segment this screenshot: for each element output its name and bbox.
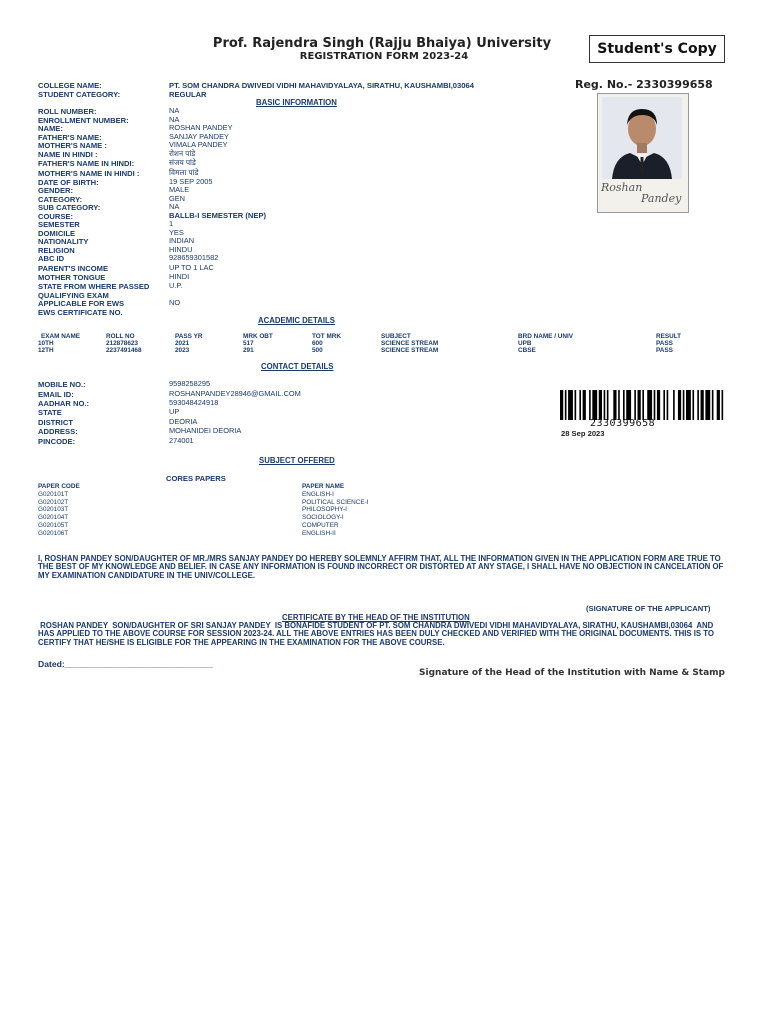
academic-cell: 600 [312,340,323,347]
students-copy-label: Student's Copy [589,35,725,63]
barcode-bar [638,390,641,420]
paper-code: G020101T [38,491,69,498]
paper-name: PHILOSOPHY-I [302,506,347,513]
barcode-bar [722,390,724,420]
barcode-bar [657,390,660,420]
basic-info-value: SANJAY PANDEY [169,132,229,141]
contact-details-title: CONTACT DETAILS [261,362,334,371]
contact-label: PINCODE: [38,437,76,446]
basic-info-label: RELIGION [38,246,75,255]
academic-cell: PASS [656,347,673,354]
barcode-bar [599,390,602,420]
basic-info-value: ROSHAN PANDEY [169,123,233,132]
barcode-number: 2330399658 [590,418,656,429]
academic-cell: SCIENCE STREAM [381,340,439,347]
barcode-bar [717,390,720,420]
applicant-signature-label: (SIGNATURE OF THE APPLICANT) [586,604,711,613]
academic-details-title: ACADEMIC DETAILS [258,316,335,325]
barcode-bar [667,390,669,420]
contact-value: 593048424918 [169,398,219,407]
barcode-bar [683,390,685,420]
academic-header: MRK OBT [243,333,273,340]
contact-value: MOHANIDEI DEORIA [169,426,242,435]
academic-header: TOT MRK [312,333,341,340]
barcode-bar [692,390,694,420]
academic-header: ROLL NO [106,333,135,340]
barcode-bar [663,390,665,420]
basic-info-value: NA [169,202,180,211]
certificate-title: CERTIFICATE BY THE HEAD OF THE INSTITUTION [282,613,470,622]
basic-info-label: MOTHER TONGUE [38,273,106,282]
paper-code: G020102T [38,499,69,506]
basic-info-value: UP TO 1 LAC [169,263,214,272]
declaration-text: I, ROSHAN PANDEY SON/DAUGHTER OF MR./MRS SANJAY PANDEY DO HEREBY SOLEMNLY AFFIRM THAT, ALL THE INFORMATION GIVEN IN THE APPLICATION FORM ARE TRUE TO THE BEST OF MY KNOWLEDGE AND BELIEF. IN CASE ANY INFORMATION IS FOUND INCORRECT OR DISTORTED AT ANY STAGE, I SHALL HAVE NO OBJECTION IN CANCELATION OF MY EXAMINATION CANDIDATURE IN THE UNIV/COLLEGE. [38,554,724,580]
basic-info-label: FATHER'S NAME: [38,133,102,142]
paper-code: G020103T [38,506,69,513]
barcode-bar [604,390,606,420]
basic-info-label: SUB CATEGORY: [38,203,101,212]
basic-info-label: COURSE: [38,212,74,221]
barcode-date: 28 Sep 2023 [561,429,605,438]
academic-cell: 2023 [175,347,190,354]
academic-header: BRD NAME / UNIV [518,333,574,340]
academic-cell: 500 [312,347,323,354]
barcode-bar [623,390,625,420]
barcode-bar [697,390,699,420]
barcode-bar [678,390,681,420]
paper-code: G020104T [38,514,69,521]
barcode-bar [673,390,675,420]
signature-line-1: Roshan [601,181,643,194]
basic-info-value: HINDI [169,272,190,281]
barcode-bar [568,390,573,420]
subject-offered-title: SUBJECT OFFERED [259,456,335,465]
barcode-bar [589,390,591,420]
contact-label: DISTRICT [38,418,74,427]
contact-value: 9598258295 [169,379,211,388]
basic-info-value: HINDU [169,245,193,254]
portrait-image [602,97,682,179]
basic-info-label: MOTHER'S NAME IN HINDI : [38,169,140,178]
cores-papers-title: CORES PAPERS [166,474,226,483]
paper-name: SOCIOLOGY-I [302,514,344,521]
basic-info-value: MALE [169,185,190,194]
signature-line-2: Pandey [641,192,682,205]
basic-info-value: रोशन पांडे [169,149,196,158]
barcode-bar [575,390,577,420]
academic-cell: 212878623 [106,340,138,347]
basic-info-label: APPLICABLE FOR EWS [38,299,125,308]
basic-info-label: PARENT'S INCOME [38,264,109,273]
university-title: Prof. Rajendra Singh (Rajju Bhaiya) University [212,36,552,51]
basic-info-label: DATE OF BIRTH: [38,178,99,187]
academic-header: SUBJECT [381,333,411,340]
barcode-bar [592,390,597,420]
basic-info-value: 928659301582 [169,253,219,262]
basic-info-label: NAME: [38,124,63,133]
barcode-bar [705,390,710,420]
form-title: REGISTRATION FORM 2023-24 [299,51,469,62]
barcode-bar [560,390,563,420]
barcode-bar [579,390,581,420]
head-signature-label: Signature of the Head of the Institution with Name & Stamp [419,668,725,678]
basic-info-value: संजय पांडे [169,158,196,167]
contact-value: ROSHANPANDEY28946@GMAIL.COM [169,389,301,398]
barcode-bar [642,390,644,420]
barcode-bar [712,390,714,420]
basic-info-value: NA [169,106,180,115]
paper-name: ENGLISH-II [302,530,336,537]
academic-cell: 10TH [38,340,54,347]
barcode-bar [654,390,656,420]
basic-info-value: NO [169,298,181,307]
basic-info-value: GEN [169,194,186,203]
academic-cell: PASS [656,340,673,347]
basic-info-label: NAME IN HINDI : [38,150,98,159]
barcode-bar [626,390,631,420]
barcode-bar [686,390,691,420]
student-photo [597,93,689,213]
paper-name-header: PAPER NAME [302,483,345,490]
academic-cell: 12TH [38,347,54,354]
student-category-label: STUDENT CATEGORY: [38,90,121,99]
photo-signature [601,182,685,204]
paper-name: ENGLISH-I [302,491,334,498]
basic-info-value: विमला पांडे [169,168,199,177]
basic-info-value: YES [169,228,184,237]
basic-info-value: INDIAN [169,236,195,245]
basic-info-label: QUALIFYING EXAM [38,291,109,300]
academic-header: RESULT [656,333,682,340]
contact-label: ADDRESS: [38,427,78,436]
person-icon [602,97,682,179]
basic-info-label: ENROLLMENT NUMBER: [38,116,129,125]
academic-cell: 517 [243,340,254,347]
barcode-bar [613,390,616,420]
barcode-bar [565,390,567,420]
barcode-bar [583,390,586,420]
academic-cell: 2021 [175,340,190,347]
basic-info-value: 19 SEP 2005 [169,177,213,186]
basic-info-label: SEMESTER [38,220,80,229]
academic-cell: UPB [518,340,532,347]
contact-value: 274001 [169,436,194,445]
barcode-bar [634,390,636,420]
paper-name: POLITICAL SCIENCE-I [302,499,369,506]
dated-field: Dated:_______________________________ [38,659,213,669]
basic-info-label: GENDER: [38,186,74,195]
paper-code-header: PAPER CODE [38,483,80,490]
basic-info-label: DOMICILE [38,229,76,238]
basic-info-label: CATEGORY: [38,195,83,204]
academic-cell: 2237491468 [106,347,142,354]
certificate-text: ROSHAN PANDEY SON/DAUGHTER OF SRI SANJAY PANDEY IS BONAFIDE STUDENT OF PT. SOM CHANDRA DWIVEDI VIDHI MAHAVIDYALAYA, SIRATHU, KAUSHAMBI,03064 AND HAS APPLIED TO THE ABOVE COURSE FOR SESSION 2023-24. ALL THE ABOVE ENTRIES HAS BEEN DULY CHECKED AND VERIFIED WITH THE ORIGINAL DOCUMENTS. THIS IS TO CERTIFY THAT HE/SHE IS ELIGIBLE FOR THE APPEARING IN THE EXAMINATION FOR THE ABOVE COURSE. [38,621,717,647]
barcode-bar [647,390,652,420]
barcode-bar [607,390,609,420]
academic-cell: CBSE [518,347,536,354]
college-name-label: COLLEGE NAME: [38,81,102,90]
paper-name: COMPUTER [302,522,339,529]
basic-info-label: NATIONALITY [38,237,89,246]
contact-value: DEORIA [169,417,198,426]
barcode-bar [701,390,704,420]
barcode-image [560,390,728,420]
academic-cell: 291 [243,347,254,354]
contact-value: UP [169,407,180,416]
academic-header: PASS YR [175,333,203,340]
contact-label: STATE [38,408,62,417]
registration-number: Reg. No.- 2330399658 [575,78,713,91]
basic-info-value: NA [169,115,180,124]
basic-info-label: ROLL NUMBER: [38,107,97,116]
basic-info-label: ABC ID [38,254,65,263]
basic-info-value: VIMALA PANDEY [169,140,228,149]
student-category-value: REGULAR [169,90,207,99]
academic-cell: SCIENCE STREAM [381,347,439,354]
basic-info-label: STATE FROM WHERE PASSED [38,282,150,291]
basic-info-value: U.P. [169,281,183,290]
basic-info-label: MOTHER'S NAME : [38,141,107,150]
college-name-value: PT. SOM CHANDRA DWIVEDI VIDHI MAHAVIDYALAYA, SIRATHU, KAUSHAMBI,03064 [169,81,474,90]
contact-label: AADHAR NO.: [38,399,90,408]
basic-info-title: BASIC INFORMATION [256,98,337,107]
basic-info-value: 1 [169,219,174,228]
contact-label: MOBILE NO.: [38,380,86,389]
basic-info-label: EWS CERTIFICATE NO. [38,308,123,317]
academic-header: EXAM NAME [41,333,81,340]
basic-info-label: FATHER'S NAME IN HINDI: [38,159,135,168]
paper-code: G020105T [38,522,69,529]
contact-label: EMAIL ID: [38,390,74,399]
paper-code: G020106T [38,530,69,537]
basic-info-value: BALLB-I SEMESTER (NEP) [169,211,267,220]
barcode-bar [618,390,620,420]
